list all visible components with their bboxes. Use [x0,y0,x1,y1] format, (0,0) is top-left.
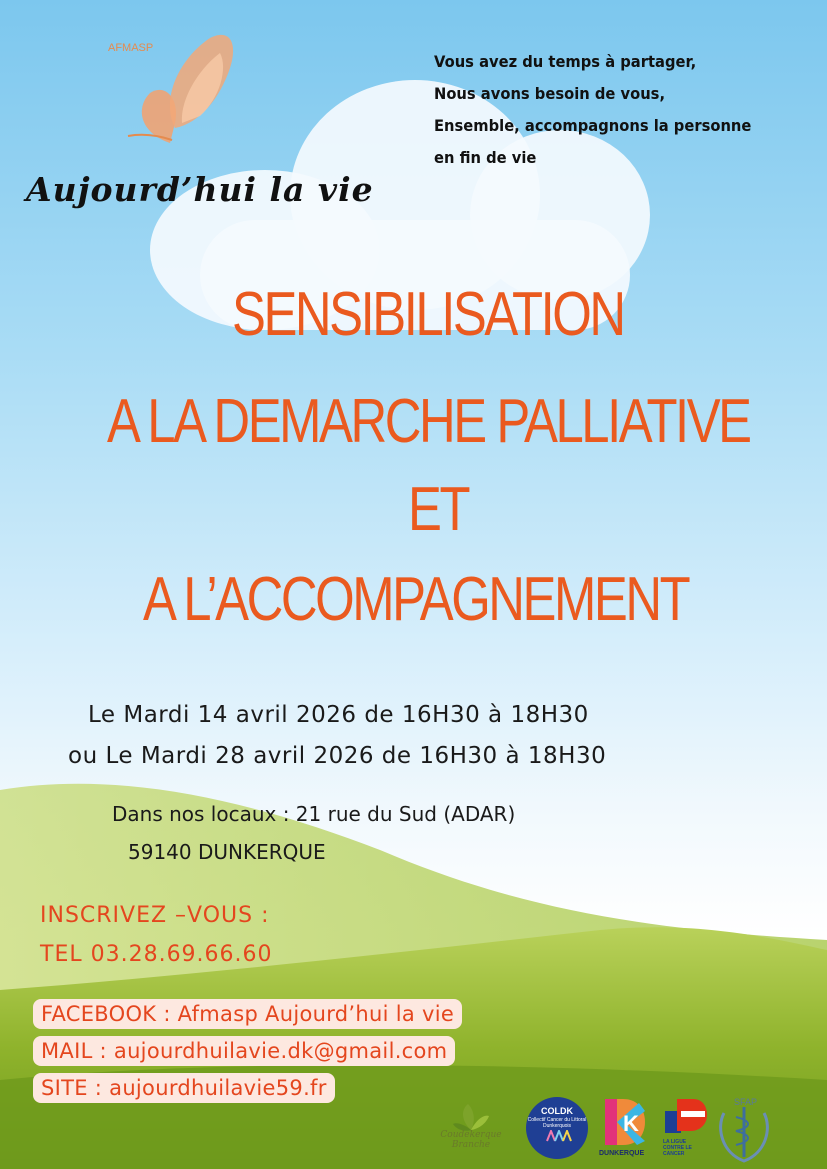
tagline-line: Ensemble, accompagnons la personne [434,116,752,135]
ligue-label: LA LIGUE CONTRE LE CANCER [663,1139,692,1157]
tagline [434,46,751,174]
tagline-line: Nous avons besoin de vous, [434,84,666,103]
phone-number[interactable]: TEL 03.28.69.66.60 [40,942,273,967]
facebook-link[interactable]: FACEBOOK : Afmasp Aujourd’hui la vie [33,999,462,1029]
sfap-label: SFAP [734,1097,758,1107]
butterfly-logo [120,28,240,153]
ribbons-icon [542,1130,572,1142]
coudekerque-branche-logo [430,1100,512,1158]
brand-small: AFMASP [108,42,154,54]
headline-line-3: ET [408,475,469,544]
coldk-logo [526,1097,588,1159]
leaf-icon [452,1102,490,1132]
ligue-cancer-logo [663,1097,708,1161]
website-link[interactable]: SITE : aujourdhuilavie59.fr [33,1073,335,1103]
svg-text:K: K [623,1111,639,1136]
registration-label: INSCRIVEZ –VOUS : [40,903,270,928]
headline-line-1: SENSIBILISATION [232,280,624,349]
sfap-logo [714,1093,774,1163]
coldk-title: COLDK [541,1106,573,1116]
session-date-1: Le Mardi 14 avril 2026 de 16H30 à 18H30 [88,702,589,728]
coldk-subtitle: Collectif Cancer du Littoral Dunkerquois [527,1117,587,1129]
address-line-2: 59140 DUNKERQUE [128,840,326,864]
dunkerque-label: DUNKERQUE [599,1150,645,1157]
dunkerque-k-icon [603,1097,647,1147]
headline-line-4: A L’ACCOMPAGNEMENT [143,565,689,634]
session-date-2: ou Le Mardi 28 avril 2026 de 16H30 à 18H30 [68,743,607,769]
dunkerque-logo [599,1097,653,1159]
ligue-cross-icon [663,1097,708,1137]
headline-line-2: A LA DEMARCHE PALLIATIVE [107,387,750,456]
address-line-1: Dans nos locaux : 21 rue du Sud (ADAR) [112,802,516,826]
tagline-line: en fin de vie [434,148,537,167]
brand-name: Aujourd’hui la vie [26,170,374,209]
tagline-line: Vous avez du temps à partager, [434,52,697,71]
email-link[interactable]: MAIL : aujourdhuilavie.dk@gmail.com [33,1036,455,1066]
coudekerque-label: Coudekerque Branche [440,1130,502,1150]
